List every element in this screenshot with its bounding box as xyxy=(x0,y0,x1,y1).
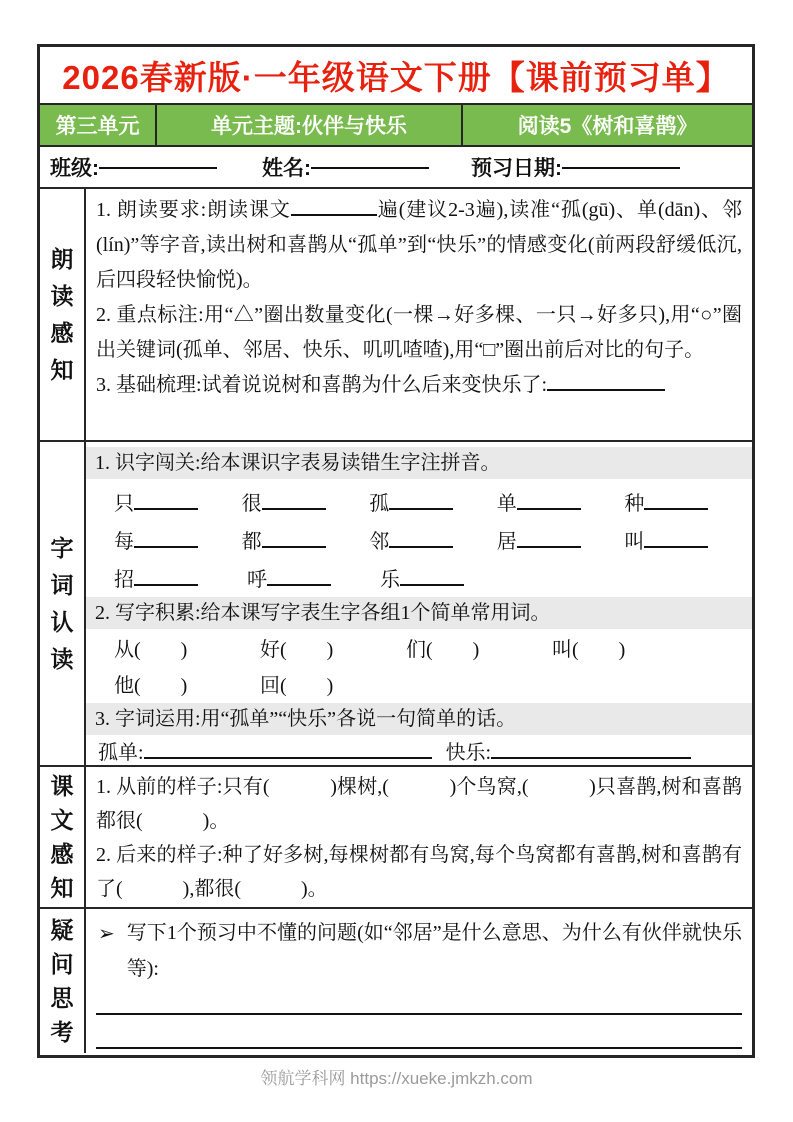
pinyin-item: 邻 xyxy=(369,529,497,555)
reading-item3-blank xyxy=(547,388,665,391)
pinyin-blank xyxy=(262,545,326,548)
name-label: 姓名: xyxy=(262,157,311,180)
page-title xyxy=(40,47,752,105)
usage-lonely-label: 孤单: xyxy=(98,742,144,764)
usage-row xyxy=(98,740,742,765)
word-group-row-2 xyxy=(114,673,752,699)
word-group-row-1 xyxy=(114,637,752,663)
pinyin-item: 只 xyxy=(114,491,242,517)
unit-reading-title: 阅读5《树和喜鹊》 xyxy=(517,115,698,138)
words-heading-3: 3. 字词运用:用“孤单”“快乐”各说一句简单的话。 xyxy=(86,703,752,735)
words-heading-2: 2. 写字积累:给本课写字表生字各组1个简单常用词。 xyxy=(86,597,752,629)
section-text-sense xyxy=(40,767,752,909)
word-group-item: 回( ) xyxy=(260,675,334,697)
section-reading-label: 朗读感知 xyxy=(40,189,86,440)
pinyin-item: 乐 xyxy=(380,567,513,593)
reading-item-1: 1. 朗读要求:朗读课文 遍(建议2-3遍),读准“孤(gū)、单(dān)、邻(lín)”等字音,读出树和喜鹊从“孤单”到“快乐”的情感变化(前两段舒缓低沉,后四段轻快愉悦)。 xyxy=(96,199,742,291)
answer-line-2 xyxy=(96,1047,742,1049)
usage-lonely-blank xyxy=(144,756,432,759)
pinyin-item: 都 xyxy=(242,529,370,555)
word-group-item: 他( ) xyxy=(114,675,188,697)
section-text-content xyxy=(86,767,752,907)
section-reading-content xyxy=(86,189,752,440)
pinyin-row-2 xyxy=(114,529,752,555)
reading-item-2: 2. 重点标注:用“△”圈出数量变化(一棵→好多棵、一只→好多只),用“○”圈出关键词(孤单、邻居、快乐、叽叽喳喳),用“□”圈出前后对比的句子。 xyxy=(96,304,742,361)
pinyin-blank xyxy=(517,545,581,548)
pinyin-blank xyxy=(134,507,198,510)
reading-item-3: 3. 基础梳理:试着说说树和喜鹊为什么后来变快乐了: xyxy=(96,368,742,403)
site-watermark: 领航学科网 https://xueke.jmkzh.com xyxy=(260,1069,533,1088)
reading-item1-blank xyxy=(291,213,377,216)
date-blank xyxy=(562,166,680,169)
pinyin-item: 居 xyxy=(497,529,625,555)
word-group-item: 从( ) xyxy=(114,639,188,661)
section-words-content xyxy=(86,442,752,765)
usage-happy-label: 快乐: xyxy=(445,742,492,764)
pinyin-item: 很 xyxy=(242,491,370,517)
date-label: 预习日期: xyxy=(471,157,562,180)
pinyin-blank xyxy=(517,507,581,510)
class-label: 班级: xyxy=(50,157,99,180)
pinyin-item: 种 xyxy=(624,491,752,517)
pinyin-blank xyxy=(262,507,326,510)
question-prompt-row xyxy=(98,915,742,987)
worksheet-sheet xyxy=(37,44,755,1058)
section-text-label: 课文感知 xyxy=(40,767,86,907)
text-item-2: 2. 后来的样子:种了好多树,每棵树都有鸟窝,每个鸟窝都有喜鹊,树和喜鹊有了( ),都很( )。 xyxy=(96,844,742,900)
pinyin-item: 叫 xyxy=(624,529,752,555)
unit-number: 第三单元 xyxy=(40,105,157,145)
section-word-reading xyxy=(40,442,752,767)
question-prompt-text: 写下1个预习中不懂的问题(如“邻居”是什么意思、为什么有伙伴就快乐等): xyxy=(126,922,742,980)
pinyin-item: 每 xyxy=(114,529,242,555)
section-reading-sense xyxy=(40,189,752,442)
section-question-thinking xyxy=(40,909,752,1053)
page-title-text: 2026春新版·一年级语文下册【课前预习单】 xyxy=(62,58,730,96)
pinyin-blank xyxy=(644,507,708,510)
pinyin-item: 呼 xyxy=(247,567,380,593)
pinyin-blank xyxy=(267,583,331,586)
unit-theme: 单元主题:伙伴与快乐 xyxy=(157,105,463,145)
usage-happy-blank xyxy=(491,756,691,759)
pinyin-item: 单 xyxy=(497,491,625,517)
pinyin-row-3 xyxy=(114,567,752,593)
pinyin-blank xyxy=(644,545,708,548)
pinyin-blank xyxy=(389,545,453,548)
word-group-item: 好( ) xyxy=(260,639,334,661)
section-question-label: 疑问思考 xyxy=(40,909,86,1053)
answer-line-1 xyxy=(96,1013,742,1015)
section-words-label: 字词认读 xyxy=(40,442,86,765)
section-question-content xyxy=(86,909,752,1053)
class-blank xyxy=(99,166,217,169)
word-group-item: 们( ) xyxy=(406,639,480,661)
pinyin-blank xyxy=(389,507,453,510)
pinyin-row-1 xyxy=(114,491,752,517)
text-item-1: 1. 从前的样子:只有( )棵树,( )个鸟窝,( )只喜鹊,树和喜鹊都很( )。 xyxy=(96,776,742,832)
pinyin-blank xyxy=(134,583,198,586)
student-info-row xyxy=(40,147,752,189)
pinyin-blank xyxy=(134,545,198,548)
pinyin-item: 招 xyxy=(114,567,247,593)
name-blank xyxy=(311,166,429,169)
arrowhead-bullet-icon: ➢ xyxy=(98,921,115,945)
unit-band xyxy=(40,105,752,147)
words-heading-1: 1. 识字闯关:给本课识字表易读错生字注拼音。 xyxy=(86,447,752,479)
word-group-item: 叫( ) xyxy=(552,639,626,661)
pinyin-item: 孤 xyxy=(369,491,497,517)
pinyin-blank xyxy=(400,583,464,586)
